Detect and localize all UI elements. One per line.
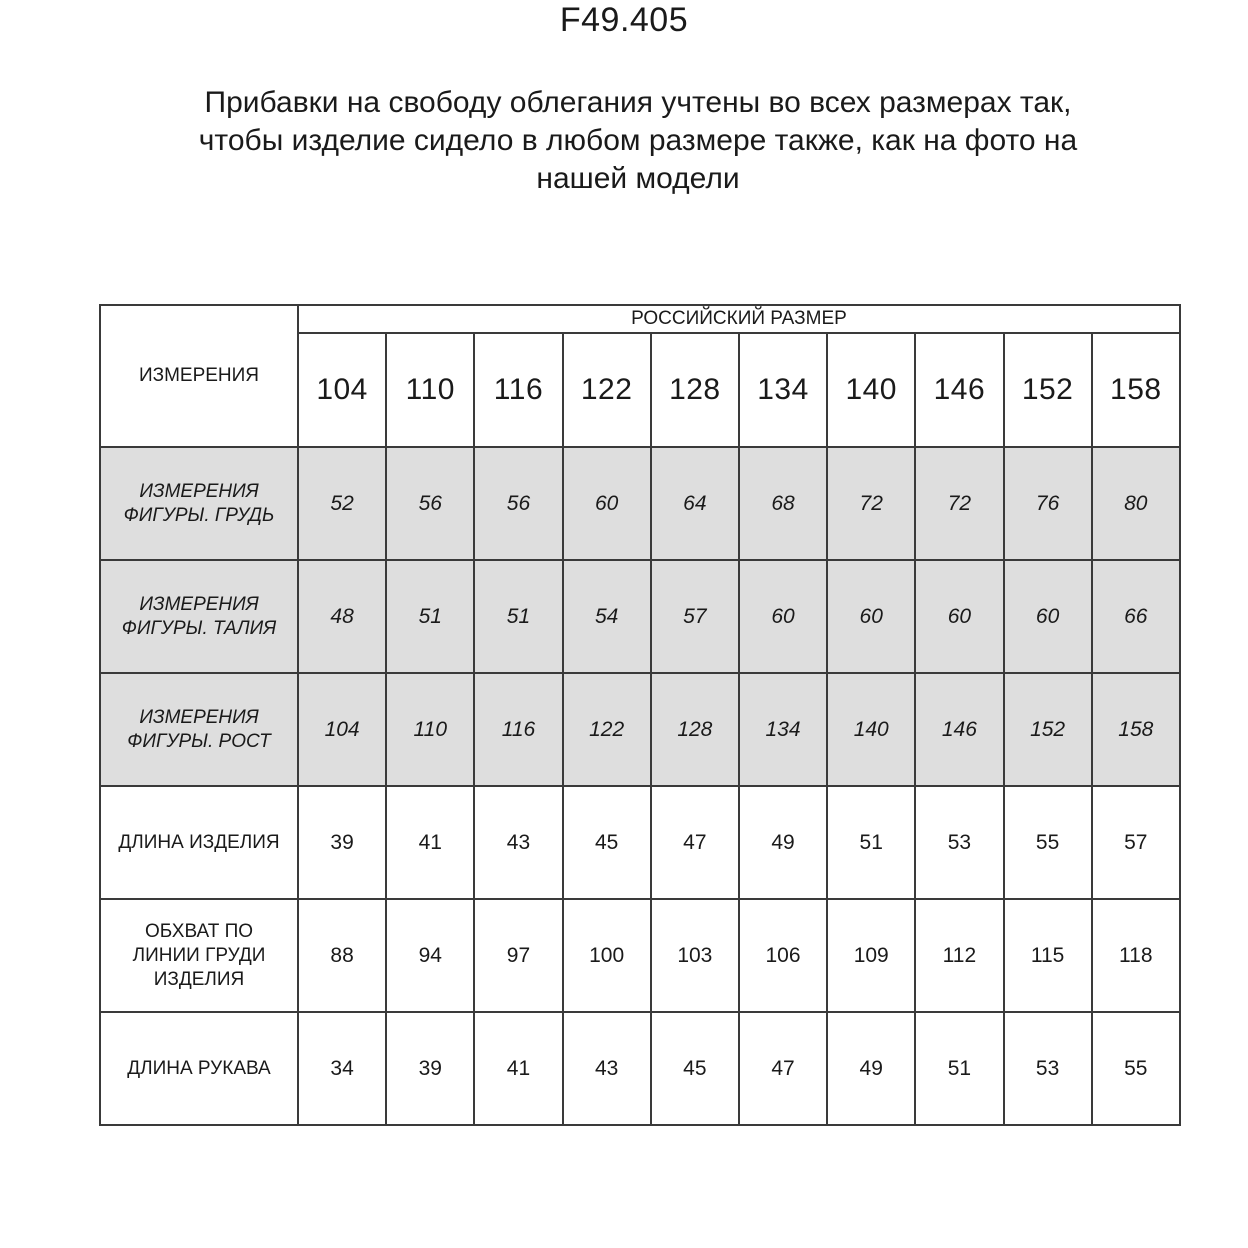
- table-cell: 54: [563, 560, 651, 673]
- table-cell: 56: [474, 447, 562, 560]
- table-cell: 104: [298, 673, 386, 786]
- row-label-line: ИЗМЕРЕНИЯ: [139, 706, 259, 728]
- table-row: [100, 560, 1180, 673]
- table-cell: 152: [1004, 673, 1092, 786]
- size-column-header: 140: [827, 333, 915, 447]
- table-cell: 60: [827, 560, 915, 673]
- table-cell: 53: [915, 786, 1003, 899]
- table-cell: 115: [1004, 899, 1092, 1012]
- table-cell: 51: [915, 1012, 1003, 1125]
- table-cell: 49: [739, 786, 827, 899]
- row-label-line: ИЗМЕРЕНИЯ: [139, 593, 259, 615]
- table-cell: 134: [739, 673, 827, 786]
- table-cell: 88: [298, 899, 386, 1012]
- table-cell: 80: [1092, 447, 1180, 560]
- table-cell: 51: [386, 560, 474, 673]
- table-cell: 39: [298, 786, 386, 899]
- row-label: [100, 899, 298, 1012]
- table-cell: 43: [563, 1012, 651, 1125]
- table-cell: 109: [827, 899, 915, 1012]
- row-label-line: ДЛИНА РУКАВА: [127, 1057, 271, 1079]
- row-label-line: ДЛИНА ИЗДЕЛИЯ: [118, 831, 280, 853]
- table-cell: 34: [298, 1012, 386, 1125]
- fit-note-line: Прибавки на свободу облегания учтены во всех размерах так,: [204, 86, 1072, 119]
- table-cell: 48: [298, 560, 386, 673]
- table-cell: 128: [651, 673, 739, 786]
- row-label-line: ИЗДЕЛИЯ: [153, 968, 245, 990]
- row-label-line: ИЗМЕРЕНИЯ: [139, 480, 259, 502]
- table-cell: 51: [827, 786, 915, 899]
- table-cell: 47: [739, 1012, 827, 1125]
- table-row: [100, 1012, 1180, 1125]
- size-column-header: 104: [298, 333, 386, 447]
- table-cell: 97: [474, 899, 562, 1012]
- table-cell: 100: [563, 899, 651, 1012]
- table-cell: 94: [386, 899, 474, 1012]
- table-row: [100, 899, 1180, 1012]
- table-cell: 72: [915, 447, 1003, 560]
- table-cell: 55: [1004, 786, 1092, 899]
- size-column-header: 110: [386, 333, 474, 447]
- size-column-header: 116: [474, 333, 562, 447]
- table-cell: 57: [651, 560, 739, 673]
- table-cell: 55: [1092, 1012, 1180, 1125]
- size-column-header: 128: [651, 333, 739, 447]
- table-cell: 64: [651, 447, 739, 560]
- table-cell: 60: [915, 560, 1003, 673]
- table-cell: 49: [827, 1012, 915, 1125]
- table-row: [100, 673, 1180, 786]
- table-cell: 57: [1092, 786, 1180, 899]
- table-cell: 60: [1004, 560, 1092, 673]
- size-column-header: 134: [739, 333, 827, 447]
- table-cell: 60: [563, 447, 651, 560]
- article-code: F49.405: [559, 1, 689, 39]
- table-cell: 103: [651, 899, 739, 1012]
- table-cell: 60: [739, 560, 827, 673]
- table-cell: 106: [739, 899, 827, 1012]
- table-cell: 118: [1092, 899, 1180, 1012]
- row-label: [100, 786, 298, 899]
- table-cell: 41: [474, 1012, 562, 1125]
- table-cell: 140: [827, 673, 915, 786]
- table-cell: 47: [651, 786, 739, 899]
- table-cell: 158: [1092, 673, 1180, 786]
- table-cell: 112: [915, 899, 1003, 1012]
- row-label-line: ОБХВАТ ПО: [144, 920, 254, 942]
- row-label-line: ЛИНИИ ГРУДИ: [132, 944, 266, 966]
- row-label-line: ФИГУРЫ. ТАЛИЯ: [121, 617, 277, 639]
- corner-header: ИЗМЕРЕНИЯ: [100, 305, 298, 447]
- table-cell: 68: [739, 447, 827, 560]
- row-label-line: ФИГУРЫ. ГРУДЬ: [123, 504, 275, 526]
- table-cell: 51: [474, 560, 562, 673]
- table-cell: 66: [1092, 560, 1180, 673]
- table-cell: 76: [1004, 447, 1092, 560]
- table-cell: 45: [563, 786, 651, 899]
- table-cell: 39: [386, 1012, 474, 1125]
- size-column-header: 152: [1004, 333, 1092, 447]
- table-cell: 122: [563, 673, 651, 786]
- table-cell: 56: [386, 447, 474, 560]
- size-chart-table: [99, 304, 1181, 1126]
- table-row: [100, 447, 1180, 560]
- table-cell: 72: [827, 447, 915, 560]
- size-column-header: 146: [915, 333, 1003, 447]
- table-cell: 52: [298, 447, 386, 560]
- row-label: [100, 673, 298, 786]
- table-row: [100, 786, 1180, 899]
- row-label: [100, 1012, 298, 1125]
- russian-size-header: РОССИЙСКИЙ РАЗМЕР: [298, 305, 1180, 333]
- table-cell: 43: [474, 786, 562, 899]
- size-column-header: 158: [1092, 333, 1180, 447]
- fit-note-line: нашей модели: [536, 162, 740, 195]
- table-cell: 45: [651, 1012, 739, 1125]
- size-chart-body: [100, 447, 1180, 1125]
- table-cell: 53: [1004, 1012, 1092, 1125]
- table-cell: 110: [386, 673, 474, 786]
- fit-note: [100, 84, 1176, 198]
- row-label: [100, 560, 298, 673]
- row-label-line: ФИГУРЫ. РОСТ: [127, 730, 271, 752]
- row-label: [100, 447, 298, 560]
- size-column-header: 122: [563, 333, 651, 447]
- table-cell: 146: [915, 673, 1003, 786]
- table-cell: 116: [474, 673, 562, 786]
- fit-note-line: чтобы изделие сидело в любом размере также, как на фото на: [198, 124, 1078, 157]
- table-cell: 41: [386, 786, 474, 899]
